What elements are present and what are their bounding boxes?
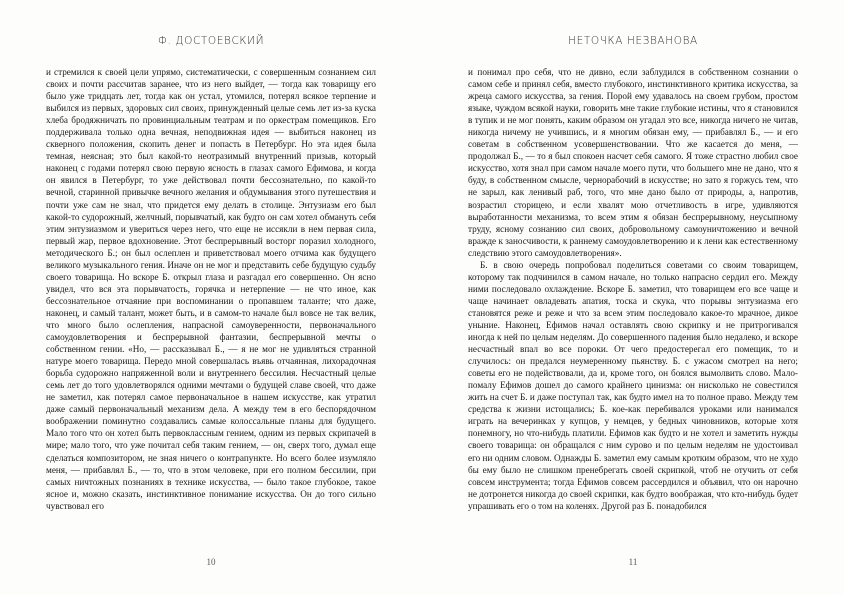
running-head-title: НЕТОЧКА НЕЗВАНОВА xyxy=(568,35,698,47)
page-number: 10 xyxy=(206,557,216,567)
running-head-author: Ф. ДОСТОЕВСКИЙ xyxy=(157,35,265,47)
paragraph: и стремился к своей цели упрямо, систематически, с совершенным сознанием сил своих и почти рассчитав заранее, что из него выйдет, — тогда как товарищу его было уже тридцать лет, тогда как он устал, утомился, потерял всякое терпение и выбился из первых, здоровых сил своих, принужденный целые семь лет из-за куска хлеба бродяжничать по провинциальным театрам и по оркестрам помещиков. Его поддерживала только одна вечная, неподвижная идея — выбиться наконец из скверного положения, скопить денег и попасть в Петербург. Но эта идея была темная, неясная; это был какой-то неотразимый внутренний призыв, который наконец с годами потерял свою первую ясность в глазах самого Ефимова, и когда он явился в Петербург, то уже действовал почти бессознательно, по какой-то вечной, старинной привычке вечного желания и обдумывания этого путешествия и почти уже сам не знал, что придется ему делать в столице. Энтузиазм его был какой-то судорожный, желчный, порывчатый, как будто он сам хотел обмануть себя этим энтузиазмом и увериться через него, что еще не иссякли в нем первая сила, первый жар, первое вдохновение. Этот беспрерывный восторг поразил холодного, методического Б.; он был ослеплен и приветствовал моего отчима как будущего великого музыкального гения. Иначе он не мог и представить себе будущую судьбу своего товарища. Но вскоре Б. открыл глаза и разгадал его совершенно. Он ясно увидел, что вся эта порывчатость, горячка и нетерпение — не что иное, как бессознательное отчаяние при воспоминании о пропавшем таланте; что даже, наконец, и самый талант, может быть, и в самом-то начале был вовсе не так велик, что много было ослепления, напрасной самоуверенности, первоначального самоудовлетворения и беспрерывной фантазии, беспрерывной мечты о собственном гении. «Но, — рассказывал Б., — я не мог не удивляться странной натуре моего товарища. Передо мной совершалась въявь отчаянная, лихорадочная борьба судорожно напряженной воли и внутреннего бессилия. Несчастный целые семь лет до того удовлетворялся одними мечтами о будущей славе своей, что даже не заметил, как потерял самое первоначальное в нашем искусстве, как утратил даже самый первоначальный механизм дела. А между тем в его беспорядочном воображении поминутно создавались самые колоссальные планы для будущего. Мало того что он хотел быть первоклассным гением, одним из первых скрипачей в мире; мало того, что уже почитал себя таким гением, — он, сверх того, думал еще сделаться композитором, не зная ничего о контрапункте. Но всего более изумляло меня, — прибавлял Б., — то, что в этом человеке, при его полном бессилии, при самых ничтожных познаниях в технике искусства, — было такое глубокое, такое ясное и, можно сказать, инстинктивное понимание искусства. Он до того сильно чувствовал его xyxy=(46,67,376,511)
right-page xyxy=(422,0,844,595)
paragraph: и понимал про себя, что не дивно, если заблудился в собственном сознании о самом себе и принял себя, вместо глубокого, инстинктивного критика искусства, за жреца самого искусства, за гения. Порой ему удавалось на своем грубом, простом языке, чуждом всякой науки, говорить мне такие глубокие истины, что я становился в тупик и не мог понять, каким образом он угадал это все, никогда ничего не читав, никогда ничему не учившись, и я многим обязан ему, — прибавлял Б., — и его советам в собственном усовершенствовании. Что же касается до меня, — продолжал Б., — то я был спокоен насчет себя самого. Я тоже страстно любил свое искусство, хотя знал при самом начале моего пути, что большего мне не дано, что я буду, в собственном смысле, чернорабочий в искусстве; но зато я горжусь тем, что не зарыл, как ленивый раб, того, что мне дано было от природы, а, напротив, возрастил сторицею, и если хвалят мою отчетливость в игре, удивляются выработанности механизма, то всем этим я обязан беспрерывному, неусыпному труду, ясному сознанию сил своих, добровольному самоуничтожению и вечной вражде к заносчивости, к раннему самоудовлетворению и к лени как естественному следствию этого самоудовлетворения». xyxy=(468,67,799,258)
left-page-text xyxy=(46,66,376,512)
left-page xyxy=(0,0,422,595)
right-page-text xyxy=(468,66,798,512)
paragraph: Б. в свою очередь попробовал поделиться советами со своим товарищем, которому так подчинился в самом начале, но только напрасно сердил его. Между ними последовало охлаждение. Вскоре Б. заметил, что товарищем его все чаще и чаще начинает овладевать апатия, тоска и скука, что порывы энтузиазма его становятся реже и реже и что за всем этим последовало какое-то мрачное, дикое уныние. Наконец, Ефимов начал оставлять свою скрипку и не притрогивался иногда к ней по целым неделям. До совершенного падения было недалеко, и вскоре несчастный впал во все пороки. От чего предостерегал его помещик, то и случилось: он предался неумеренному пьянству. Б. с ужасом смотрел на него; советы его не подействовали, да и, кроме того, он боялся вымолвить слово. Мало-помалу Ефимов дошел до самого крайнего цинизма: он нисколько не совестился жить на счет Б. и даже поступал так, как будто имел на то полное право. Между тем средства к жизни истощались; Б. кое-как перебивался уроками или нанимался играть на вечеринках у купцов, у немцев, у бедных чиновников, которые хотя понемногу, но что-нибудь платили. Ефимов как будто и не хотел и заметить нужды своего товарища: он обращался с ним сурово и по целым неделям не удостоивал его ни одним словом. Однажды Б. заметил ему самым кротким образом, что не худо бы ему было не слишком пренебрегать своей скрипкой, чтоб не отучить от себя совсем инструмента; тогда Ефимов совсем рассердился и объявил, что он нарочно не дотронется никогда до своей скрипки, как будто воображая, что кто-нибудь будет упрашивать его о том на коленях. Другой раз Б. понадобился xyxy=(468,259,798,511)
page-number: 11 xyxy=(628,557,638,567)
